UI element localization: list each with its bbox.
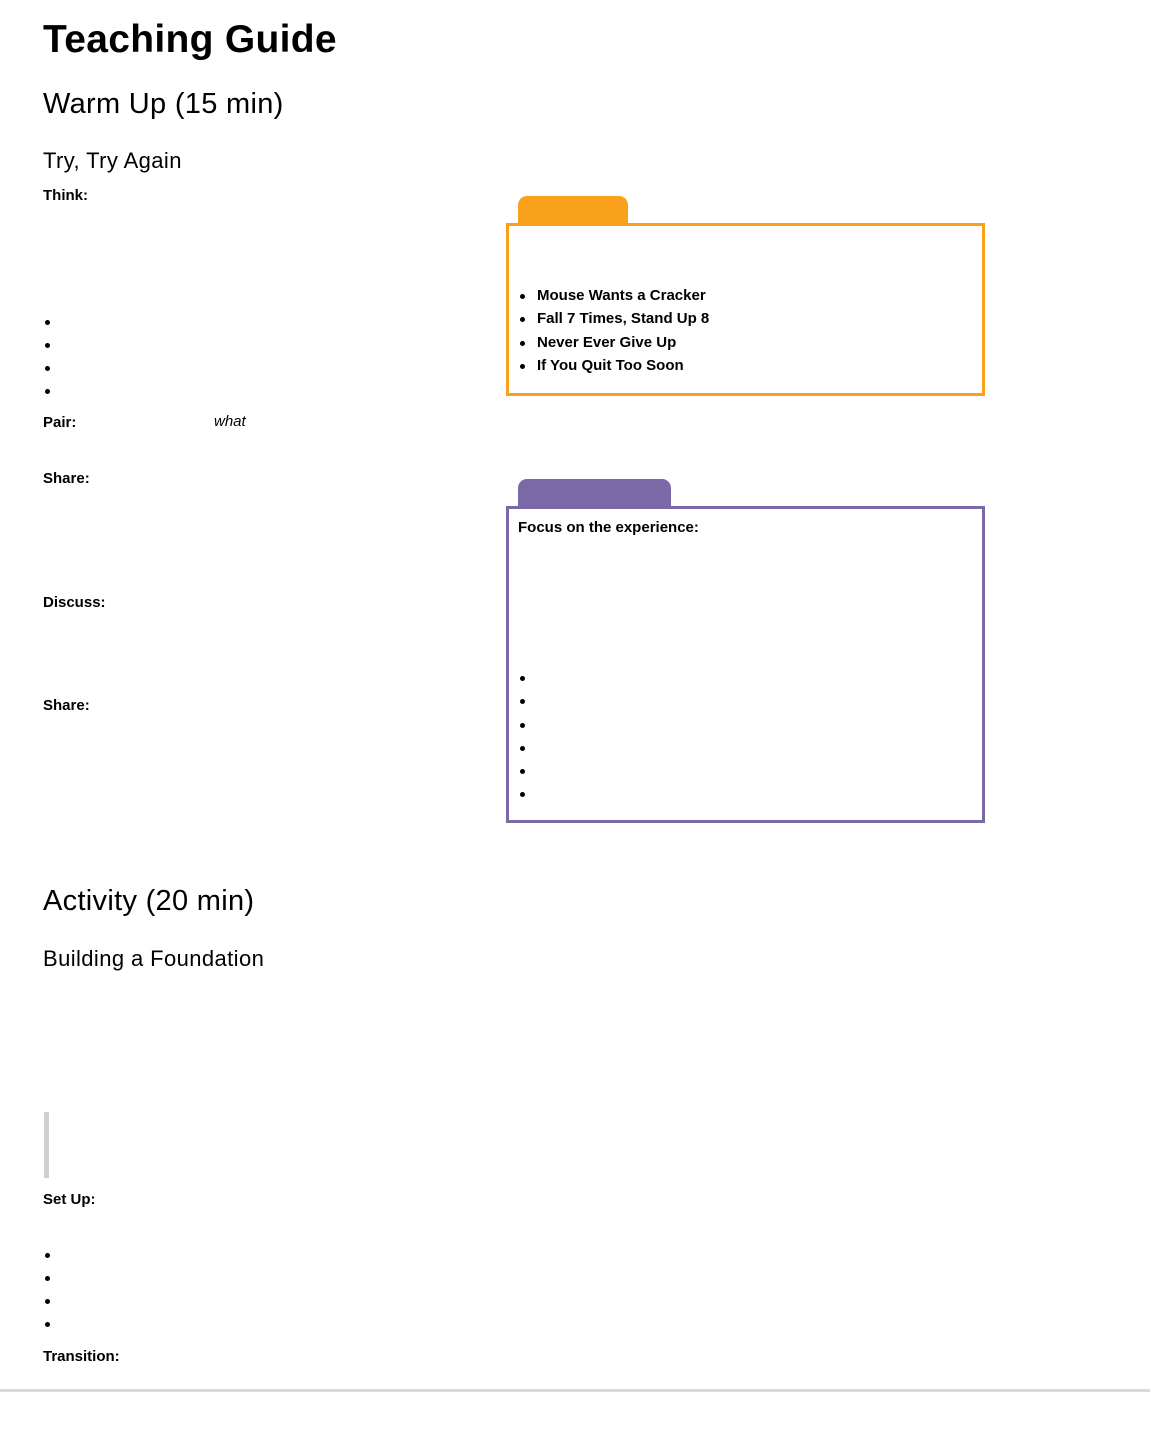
list-item: [518, 782, 537, 805]
warm-up-subheading: Try, Try Again: [43, 148, 182, 173]
orange-callout-box: [506, 223, 985, 396]
pair-label: Pair:: [43, 414, 77, 431]
page-title: Teaching Guide: [43, 18, 337, 61]
share-label: Share:: [43, 470, 90, 487]
blockquote-bar: [44, 1112, 49, 1178]
bottom-divider: [0, 1389, 1150, 1392]
transition-label: Transition:: [43, 1348, 120, 1365]
purple-callout-box: [506, 506, 985, 823]
setup-label: Set Up:: [43, 1191, 96, 1208]
list-item: Fall 7 Times, Stand Up 8: [518, 307, 709, 330]
list-item: [518, 759, 537, 782]
list-item: [518, 736, 537, 759]
purple-callout-heading: Focus on the experience:: [518, 519, 699, 536]
think-label: Think:: [43, 187, 88, 204]
discuss-label: Discuss:: [43, 594, 106, 611]
list-item: If You Quit Too Soon: [518, 354, 709, 377]
list-item: Never Ever Give Up: [518, 331, 709, 354]
activity-subheading: Building a Foundation: [43, 946, 265, 971]
purple-bullet-list: [518, 666, 537, 806]
purple-callout-tab: [518, 479, 671, 509]
warm-up-heading: Warm Up (15 min): [43, 88, 284, 120]
orange-callout-tab: [518, 196, 628, 226]
list-item: [518, 666, 537, 689]
song-title-list: [518, 284, 709, 377]
share-label-second: Share:: [43, 697, 90, 714]
activity-heading: Activity (20 min): [43, 885, 255, 917]
list-item: [518, 689, 537, 712]
pair-emphasis-text: what: [214, 413, 246, 430]
list-item: [518, 713, 537, 736]
list-item: Mouse Wants a Cracker: [518, 284, 709, 307]
